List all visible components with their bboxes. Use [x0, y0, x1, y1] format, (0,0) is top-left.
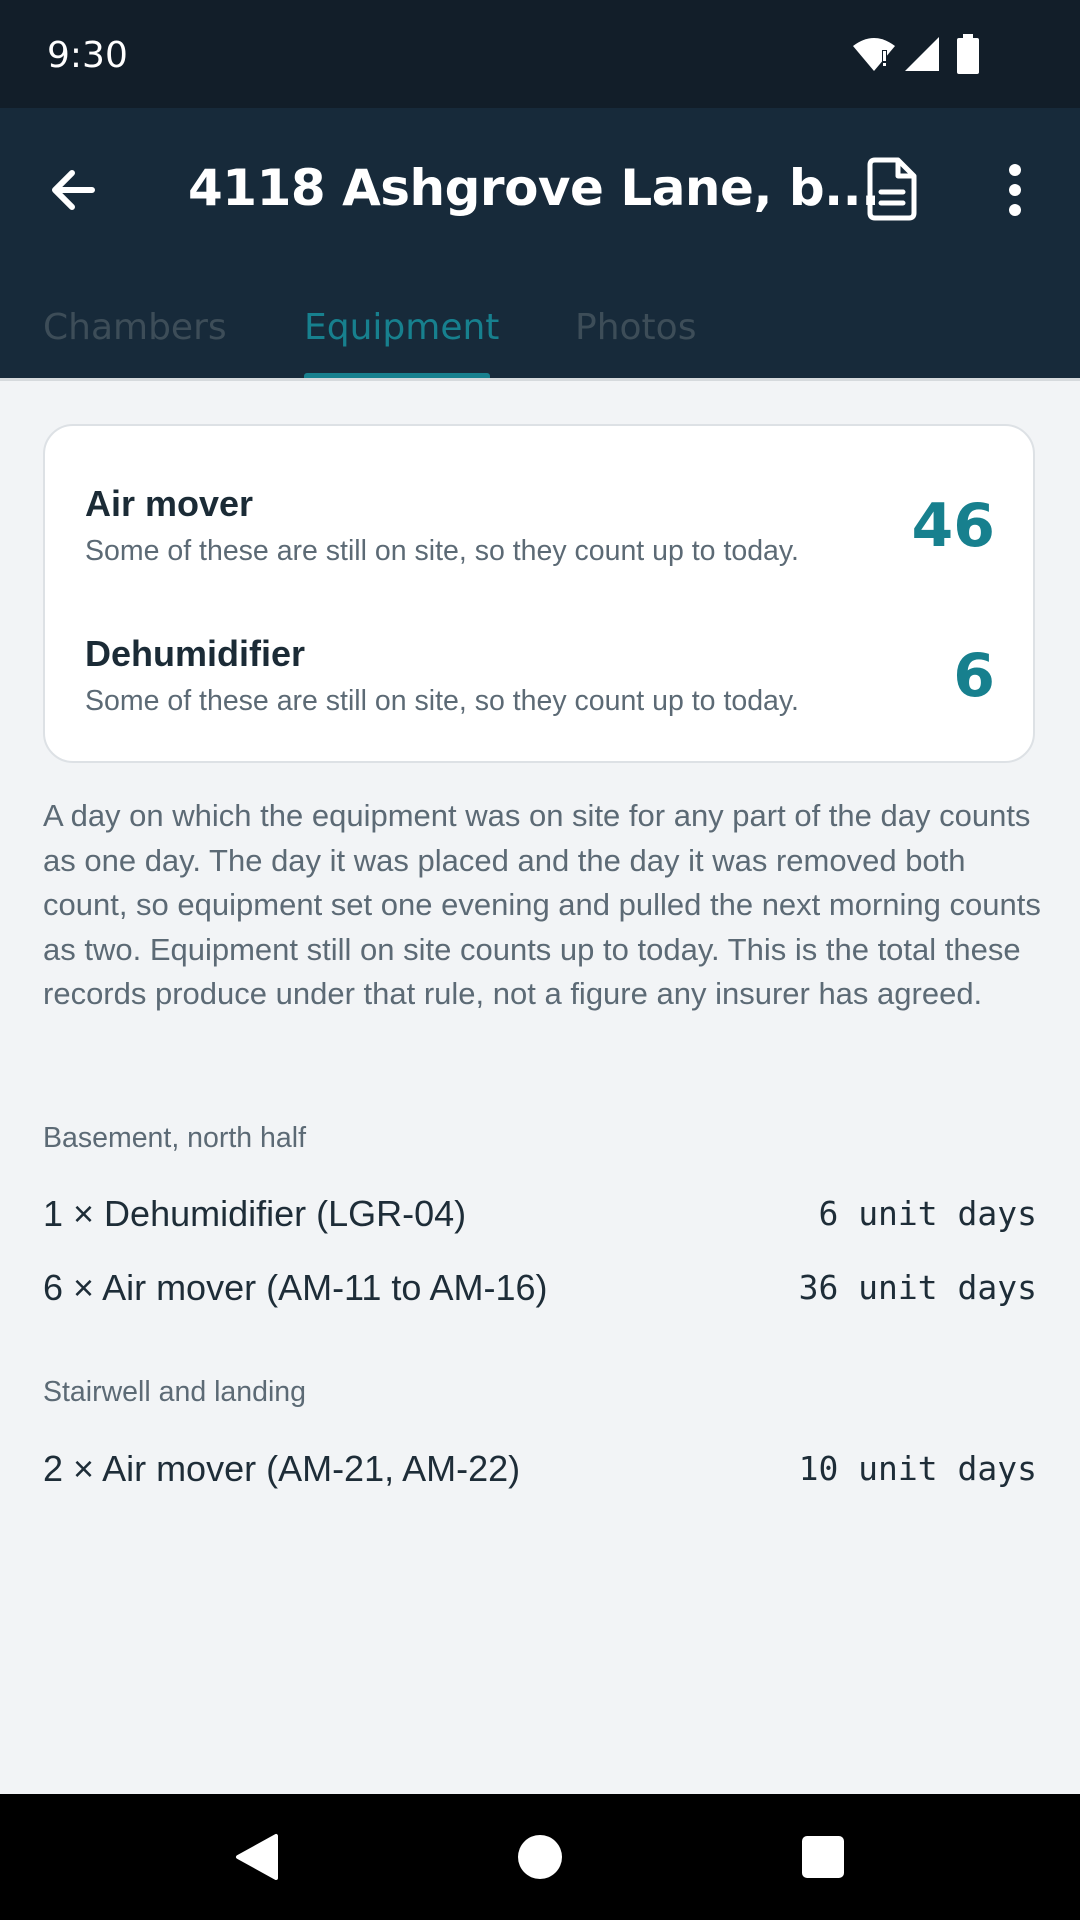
unit-days: 36 unit days: [798, 1268, 1037, 1307]
document-icon: [860, 155, 924, 225]
summary-item-note: Some of these are still on site, so they count up to today.: [85, 685, 799, 717]
summary-card: [43, 424, 1035, 763]
more-vertical-icon: [990, 155, 1040, 225]
equipment-description: 6 × Air mover (AM-11 to AM-16): [43, 1267, 548, 1308]
nav-back-icon[interactable]: [232, 1832, 282, 1882]
report-button[interactable]: [860, 155, 924, 225]
summary-item-count: 6: [953, 641, 995, 711]
summary-item-name: Dehumidifier: [85, 633, 306, 674]
tab-equipment[interactable]: Equipment: [304, 307, 500, 348]
arrow-left-icon: [40, 155, 110, 225]
divider: [0, 378, 1080, 381]
tab-chambers[interactable]: Chambers: [43, 307, 227, 348]
section-title: Basement, north half: [43, 1122, 306, 1154]
system-nav-bar: [0, 1794, 1080, 1920]
unit-days: 6 unit days: [818, 1194, 1037, 1233]
nav-home-icon[interactable]: [515, 1832, 565, 1882]
status-bar: [0, 0, 1080, 108]
status-clock: 9:30: [47, 35, 128, 76]
equipment-description: 2 × Air mover (AM-21, AM-22): [43, 1448, 521, 1489]
summary-item-note: Some of these are still on site, so they count up to today.: [85, 535, 799, 567]
summary-row-air-mover: [85, 479, 995, 599]
equipment-description: 1 × Dehumidifier (LGR-04): [43, 1193, 467, 1234]
list-item: [43, 1444, 1037, 1494]
wifi-alert-icon: [852, 36, 896, 72]
status-icons: [820, 0, 1080, 108]
nav-recents-icon[interactable]: [800, 1834, 846, 1880]
page-title: 4118 Ashgrove Lane, b...: [188, 159, 880, 217]
more-options-button[interactable]: [990, 155, 1040, 225]
app-bar: [0, 108, 1080, 378]
explanation-text: A day on which the equipment was on site for any part of the day counts as one day. The day it was placed and the day it was removed both count, so equipment set one evening and pulled the next morning counts as two. Equipment still on site counts up to today. This is the total these records produce under that rule, not a figure any insurer has agreed.: [43, 798, 1041, 1012]
tab-photos[interactable]: Photos: [575, 307, 697, 348]
signal-icon: [904, 36, 940, 72]
section-title: Stairwell and landing: [43, 1376, 306, 1408]
list-item: [43, 1189, 1037, 1239]
summary-item-count: 46: [911, 491, 995, 561]
battery-icon: [956, 34, 980, 74]
list-item: [43, 1263, 1037, 1313]
back-button[interactable]: [40, 155, 110, 225]
summary-row-dehumidifier: [85, 629, 995, 749]
unit-days: 10 unit days: [798, 1449, 1037, 1488]
summary-item-name: Air mover: [85, 483, 254, 524]
